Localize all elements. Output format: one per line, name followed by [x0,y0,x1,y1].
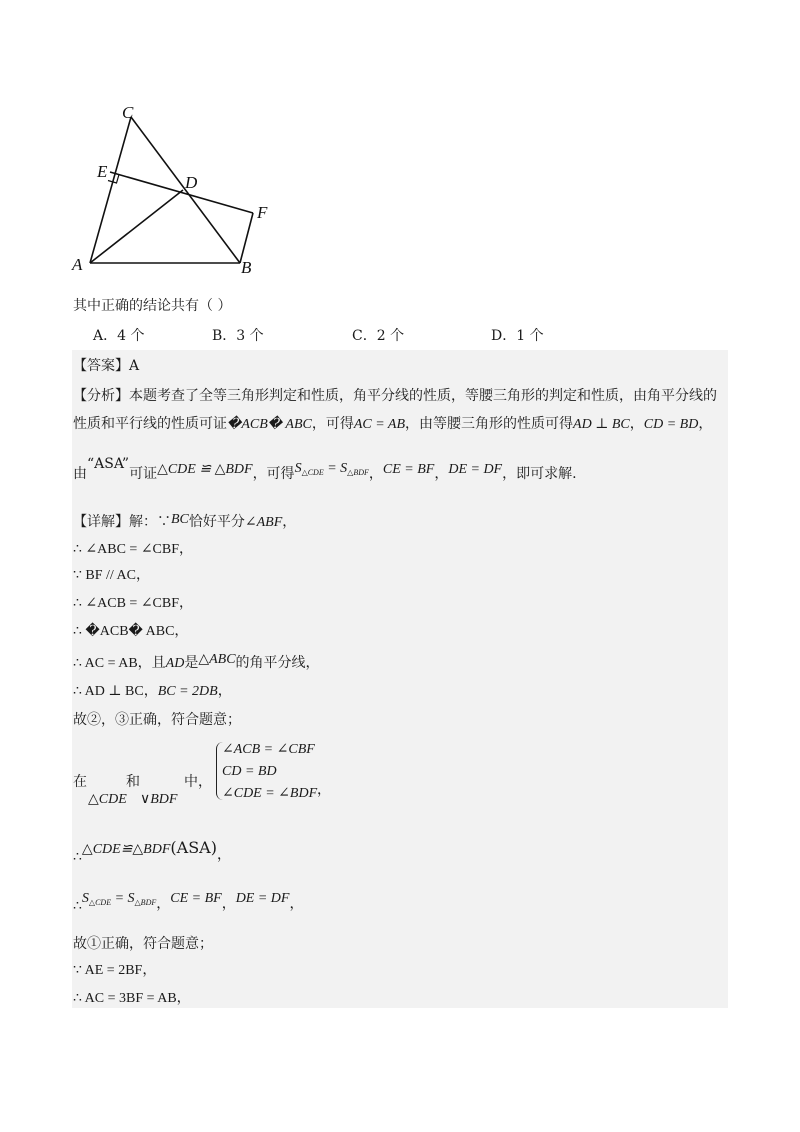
math-expr: CE = BF [170,891,222,906]
text: 恰好平分 [188,514,245,530]
therefore-symbol: ∴ [73,849,82,865]
therefore-symbol: ∴ [73,898,82,914]
option-letter: C． [352,328,377,344]
label-c: C [122,103,134,122]
subscript: △BDF [347,468,369,477]
math-expr: DE = DF [448,462,503,477]
option-letter: B． [212,328,237,344]
label-e: E [97,162,108,181]
detail-line-9-and: 和 [126,774,140,790]
system-end: ， [317,782,331,798]
detail-line-2: ∴ ∠ABC = ∠CBF， [73,542,194,557]
text: ， [289,896,304,912]
math-expr: BC [171,512,189,527]
detail-line-14: ∴ AC = 3BF = AB， [73,991,191,1006]
analysis-line-2 [73,414,712,435]
subscript: △CDE [301,468,324,477]
math-expr: AC = AB [353,417,406,432]
text: ， [434,466,449,482]
text: 可证 [129,466,158,482]
system-eq-3: ∠CDE = ∠BDF [222,786,318,801]
system-eq-2: CD = BD [222,764,277,779]
option-d[interactable] [491,326,544,346]
math-expr: ∴ AC = AB [73,656,138,671]
analysis-text-1: 本题考查了全等三角形判定和性质，角平分线的性质，等腰三角形的判定和性质，由角平分线的 [129,388,717,404]
detail-line-12: 故①正确，符合题意； [73,936,213,952]
math-expr: △CDE ≌ △BDF [157,462,253,477]
option-a[interactable] [93,326,144,346]
segment-ac [90,117,131,263]
text: ，且 [137,655,166,671]
detail-line-8: 故②，③正确，符合题意； [73,712,241,728]
math-expr: AD ⊥ BC [573,417,630,432]
option-text: 3 个 [236,328,264,344]
detail-line-5: ∴ �ACB� ABC， [73,624,189,639]
math-expr: DE = DF [235,891,290,906]
detail-line-13: ∵ AE = 2BF， [73,963,157,978]
text: ， [629,416,644,432]
text: ，可得 [252,466,295,482]
text: 由 [73,466,87,482]
label-f: F [257,203,268,222]
system-eq-1: ∠ACB = ∠CBF [222,742,315,757]
detail-line-4: ∴ ∠ACB = ∠CBF， [73,596,194,611]
detail-line-9-in: 在 [73,774,87,790]
detail-line-3: ∵ BF // AC， [73,568,150,583]
segment-ad [90,190,183,263]
triangle-bdf: ∨BDF [140,792,178,807]
analysis-tag: 【分析】 [73,388,129,404]
text: ，即可求解. [502,466,577,482]
text: 是 [184,655,199,671]
geometry-figure [60,95,300,285]
text: ， [698,416,713,432]
segment-ef [110,172,253,213]
triangle-cde: △CDE [88,792,127,807]
detail-line-1 [73,512,296,533]
text: 性质和平行线的性质可证 [73,416,227,432]
area-symbol: = S [111,891,135,906]
text: ， [368,466,383,482]
detail-line-9-in-end: 中， [184,774,212,790]
text: ， [156,896,171,912]
detail-line-11 [73,888,303,913]
detail-tag: 【详解】 [73,514,129,530]
label-d: D [185,173,198,192]
option-letter: D． [491,328,517,344]
math-expr: △CDE≌△BDF [81,842,171,857]
math-expr: BC = 2DB [157,684,218,699]
option-text: 1 个 [516,328,544,344]
text: ，可得 [311,416,354,432]
area-symbol: S [294,461,302,476]
question-prompt: 其中正确的结论共有（ ） [73,298,232,314]
option-text: 2 个 [376,328,405,344]
area-symbol: S [81,891,89,906]
option-text: 4 个 [117,328,145,344]
detail-line-7 [73,681,232,702]
detail-line-6 [73,653,320,674]
text: 解：∵ [129,514,171,530]
math-expr: ∠ABF [244,515,283,530]
asa-label: “ASA” [87,456,130,472]
asa-label: (ASA) [170,838,217,857]
option-b[interactable] [212,326,264,346]
text: ， [221,896,236,912]
area-equation [82,891,156,906]
text: ， [282,514,297,530]
area-symbol: = S [323,461,348,476]
subscript: △CDE [88,898,112,907]
analysis-line-1 [73,386,717,406]
math-expr: △ABC [198,652,236,667]
answer-value: A [129,358,140,374]
segment-bf [240,213,253,263]
option-c[interactable] [352,326,404,346]
answer-line [73,356,139,376]
math-expr: �ACB� ABC [227,417,312,432]
text: ，由等腰三角形的性质可得 [405,416,574,432]
answer-tag: 【答案】 [73,358,129,374]
math-expr: CE = BF [382,462,435,477]
text: ， [143,683,158,699]
math-expr: CD = BD [643,417,699,432]
option-letter: A． [93,328,118,344]
detail-line-10 [73,838,231,865]
text: 的角平分线， [235,655,320,671]
subscript: △BDF [134,898,157,907]
math-expr: ∴ AD ⊥ BC [73,684,144,699]
area-equation [295,461,369,476]
math-expr: AD [165,656,185,671]
analysis-line-3 [73,456,577,489]
label-b: B [241,258,252,277]
label-a: A [72,255,83,274]
text: ， [217,683,232,699]
text: ， [216,847,231,863]
